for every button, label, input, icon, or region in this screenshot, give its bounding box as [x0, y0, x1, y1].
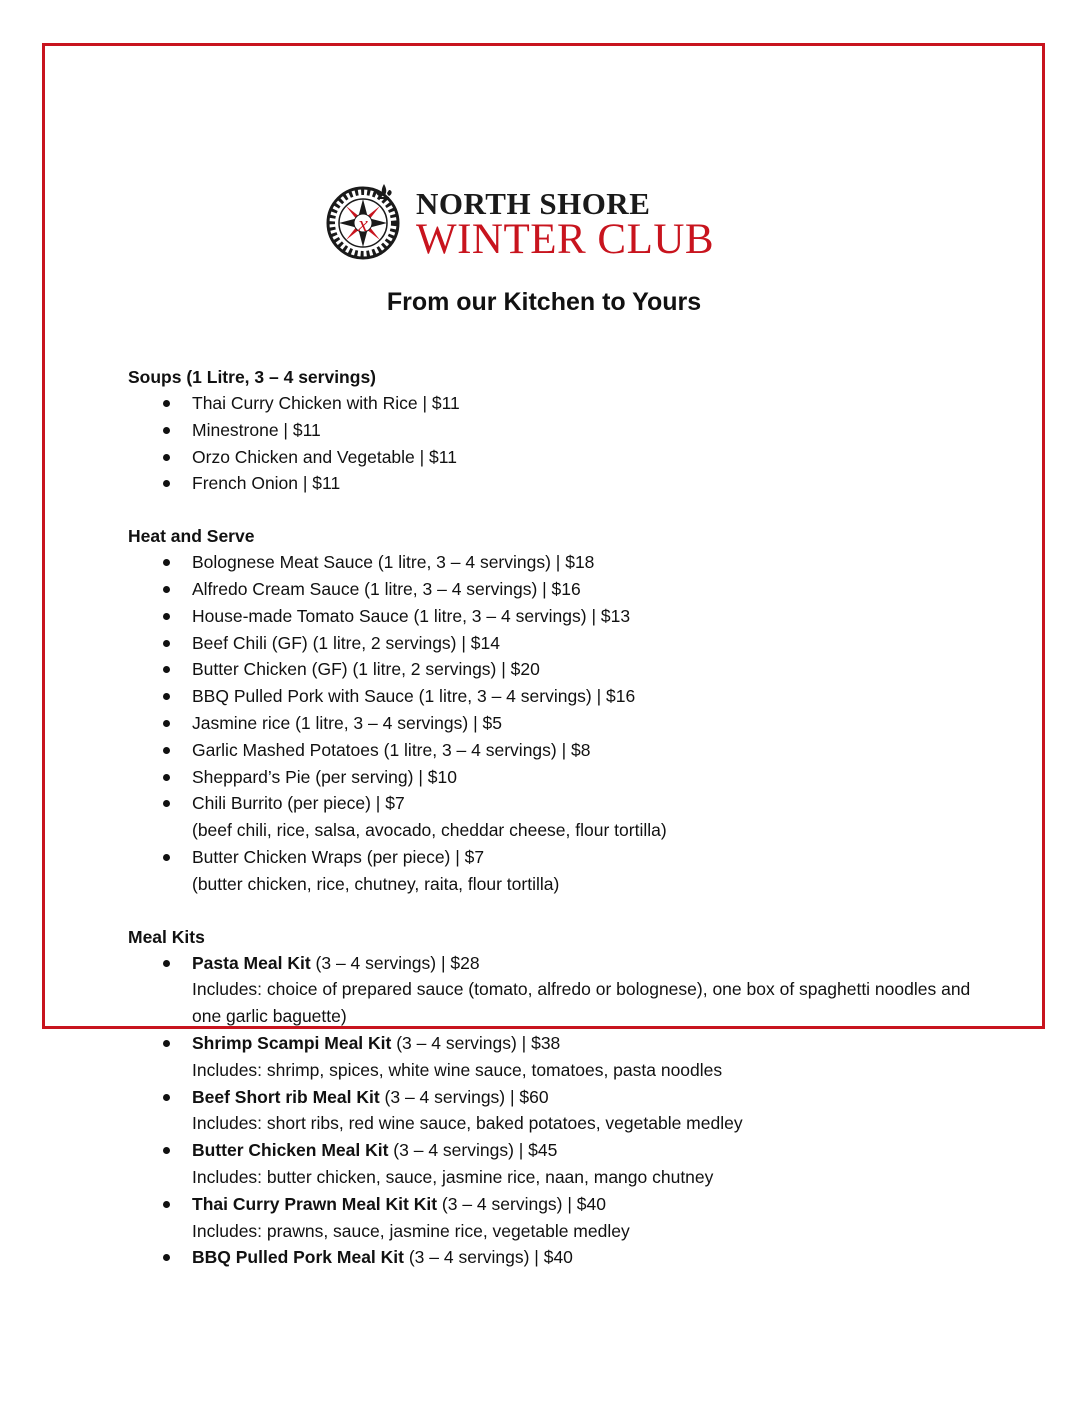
menu-section [128, 523, 988, 897]
item-text: (3 – 4 servings) | $40 [403, 1247, 573, 1268]
item-text: (3 – 4 servings) | $28 [310, 952, 480, 973]
item-text: House-made Tomato Sauce (1 litre, 3 – 4 servings) | $13 [192, 605, 631, 626]
bullet-icon [163, 640, 170, 647]
item-text: BBQ Pulled Pork with Sauce (1 litre, 3 – 4 servings) | $16 [192, 686, 636, 707]
bullet-icon [163, 774, 170, 781]
section-title: Meal Kits [128, 926, 205, 947]
club-logo [324, 178, 769, 263]
bullet-icon [163, 800, 170, 807]
list-item [128, 1191, 988, 1245]
item-name: Beef Short rib Meal Kit [192, 1086, 380, 1107]
bullet-icon [163, 747, 170, 754]
menu-section [128, 924, 988, 1272]
item-description: (butter chicken, rice, chutney, raita, flour tortilla) [192, 873, 560, 894]
list-item [128, 790, 988, 844]
list-item [128, 683, 988, 710]
list-item [128, 950, 988, 1030]
item-text: Butter Chicken Wraps (per piece) | $7 [192, 846, 485, 867]
item-text: Bolognese Meat Sauce (1 litre, 3 – 4 servings) | $18 [192, 552, 595, 573]
menu-section [128, 364, 988, 497]
item-text: Jasmine rice (1 litre, 3 – 4 servings) | $5 [192, 712, 502, 733]
svg-text:x: x [358, 211, 368, 236]
item-name: Thai Curry Prawn Meal Kit Kit [192, 1193, 438, 1214]
bullet-icon [163, 427, 170, 434]
list-item [128, 576, 988, 603]
item-name: BBQ Pulled Pork Meal Kit [192, 1247, 404, 1268]
list-item [128, 710, 988, 737]
bullet-icon [163, 693, 170, 700]
bullet-icon [163, 854, 170, 861]
menu-list [128, 364, 988, 1297]
bullet-icon [163, 1254, 170, 1261]
item-description: (beef chili, rice, salsa, avocado, cheddar cheese, flour tortilla) [192, 820, 667, 841]
item-name: Pasta Meal Kit [192, 952, 311, 973]
bullet-icon [163, 400, 170, 407]
item-text: (3 – 4 servings) | $40 [437, 1193, 606, 1214]
item-text: (3 – 4 servings) | $38 [391, 1032, 561, 1053]
bullet-icon [163, 1094, 170, 1101]
item-text: Garlic Mashed Potatoes (1 litre, 3 – 4 servings) | $8 [192, 739, 591, 760]
list-item [128, 549, 988, 576]
bullet-icon [163, 559, 170, 566]
item-description: Includes: prawns, sauce, jasmine rice, vegetable medley [192, 1220, 630, 1241]
bullet-icon [163, 1147, 170, 1154]
bullet-icon [163, 1201, 170, 1208]
item-description: Includes: shrimp, spices, white wine sauce, tomatoes, pasta noodles [192, 1059, 723, 1080]
section-title: Soups (1 Litre, 3 – 4 servings) [128, 367, 376, 387]
item-text: Beef Chili (GF) (1 litre, 2 servings) | $14 [192, 632, 500, 653]
list-item [128, 1137, 988, 1191]
bullet-icon [163, 586, 170, 593]
list-item [128, 470, 988, 497]
bullet-icon [163, 454, 170, 461]
list-item [128, 1030, 988, 1084]
item-list [128, 950, 988, 1272]
page-title: From our Kitchen to Yours [386, 288, 702, 316]
bullet-icon [163, 613, 170, 620]
list-item [128, 764, 988, 791]
item-text: (3 – 4 servings) | $45 [388, 1140, 558, 1161]
list-item [128, 1244, 988, 1271]
item-name: Butter Chicken Meal Kit [192, 1140, 389, 1161]
bullet-icon [163, 960, 170, 967]
list-item [128, 1084, 988, 1138]
list-item [128, 656, 988, 683]
brand-line-1: NORTH SHORE [416, 186, 651, 221]
item-text: Butter Chicken (GF) (1 litre, 2 servings) | $20 [192, 659, 540, 680]
item-description: Includes: short ribs, red wine sauce, baked potatoes, vegetable medley [192, 1113, 743, 1134]
list-item [128, 603, 988, 630]
item-text: (3 – 4 servings) | $60 [379, 1086, 549, 1107]
item-text: Thai Curry Chicken with Rice | $11 [192, 393, 460, 413]
item-text: Alfredo Cream Sauce (1 litre, 3 – 4 servings) | $16 [192, 578, 581, 599]
item-list [128, 549, 988, 897]
bullet-icon [163, 720, 170, 727]
list-item [128, 417, 988, 444]
item-text: French Onion | $11 [192, 473, 341, 494]
section-title: Heat and Serve [128, 526, 255, 547]
item-text: Sheppard’s Pie (per serving) | $10 [192, 766, 457, 787]
list-item [128, 444, 988, 471]
compass-fleur-de-lis-icon [324, 178, 406, 260]
item-description: Includes: butter chicken, sauce, jasmine rice, naan, mango chutney [192, 1166, 714, 1187]
bullet-icon [163, 480, 170, 487]
list-item [128, 630, 988, 657]
list-item [128, 844, 988, 898]
item-text: Minestrone | $11 [192, 419, 321, 440]
list-item [128, 737, 988, 764]
item-name: Shrimp Scampi Meal Kit [192, 1032, 392, 1053]
item-text: Orzo Chicken and Vegetable | $11 [192, 446, 457, 467]
item-text: Chili Burrito (per piece) | $7 [192, 793, 405, 814]
item-list [128, 390, 988, 497]
bullet-icon [163, 1040, 170, 1047]
item-description: Includes: choice of prepared sauce (tomato, alfredo or bolognese), one box of spaghetti noodles and one garlic baguette) [192, 979, 971, 1027]
list-item [128, 390, 988, 417]
brand-line-2: WINTER CLUB [416, 216, 715, 263]
bullet-icon [163, 666, 170, 673]
